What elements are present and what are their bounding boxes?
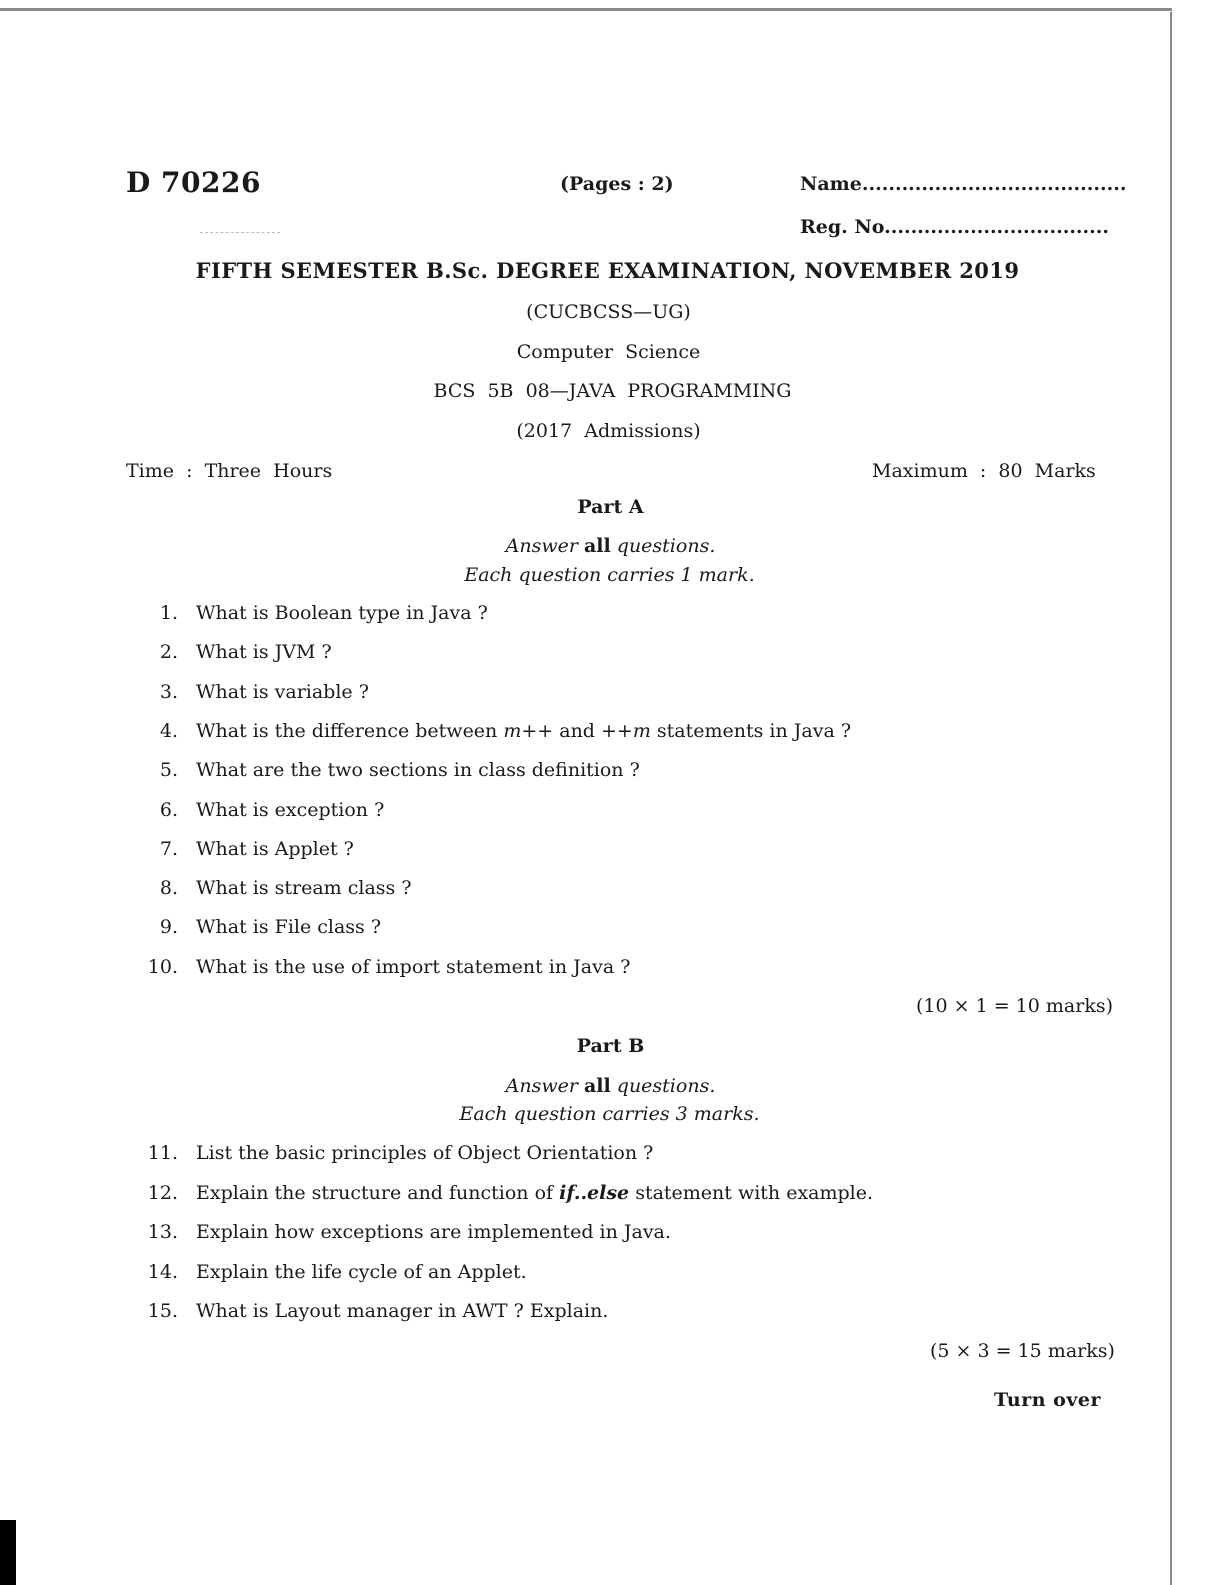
exam-title: FIFTH SEMESTER B.Sc. DEGREE EXAMINATION, NOVEMBER 2019: [195, 258, 1020, 283]
scheme: (CUCBCSS—UG): [526, 301, 691, 323]
question-text: What is stream class ?: [196, 877, 412, 899]
question-number: 11.: [147, 1142, 178, 1164]
question-text: What is File class ?: [196, 916, 382, 938]
question-number: 6.: [159, 799, 178, 821]
question-text: What is Boolean type in Java ?: [196, 602, 488, 624]
question-text: What is the use of import statement in Java ?: [196, 956, 631, 978]
question-text-mid: and: [553, 720, 602, 742]
part-a-carry: Each question carries 1 mark.: [464, 564, 755, 586]
question-text-post: statements in Java ?: [650, 720, 852, 742]
question-number: 8.: [159, 877, 178, 899]
time-allowed: Time : Three Hours: [126, 460, 333, 482]
maximum-marks: Maximum : 80 Marks: [872, 460, 1096, 482]
question-text: Explain the life cycle of an Applet.: [196, 1261, 527, 1283]
question-number: 10.: [147, 956, 178, 978]
scan-top-edge: [0, 8, 1225, 11]
question-text: List the basic principles of Object Orientation ?: [196, 1142, 654, 1164]
scan-left-bar: [0, 1520, 16, 1585]
question-number: 15.: [147, 1300, 178, 1322]
question-text: What is variable ?: [196, 681, 369, 703]
question-item: [0, 1221, 1225, 1247]
part-b-heading: Part B: [576, 1035, 645, 1057]
question-item: [0, 799, 1225, 825]
question-text: What is JVM ?: [196, 641, 332, 663]
name-field: [800, 173, 1126, 195]
question-text: [196, 720, 851, 742]
question-item: [0, 641, 1225, 667]
question-text: What are the two sections in class definition ?: [196, 759, 640, 781]
question-number: 5.: [159, 759, 178, 781]
math-increment-m: ++m: [601, 720, 651, 742]
page-count: (Pages : 2): [560, 173, 674, 195]
name-dots: ........................................: [861, 173, 1127, 195]
question-number: 7.: [159, 838, 178, 860]
name-label: Name: [800, 173, 862, 195]
part-a-heading: Part A: [577, 496, 644, 518]
question-number: 4.: [159, 720, 178, 742]
scan-right-margin: [1172, 0, 1225, 1585]
question-text-post: statement with example.: [629, 1182, 874, 1204]
question-text: What is exception ?: [196, 799, 385, 821]
part-b-marks: (5 × 3 = 15 marks): [930, 1340, 1115, 1362]
subject: Computer Science: [516, 341, 701, 363]
reg-no-field: [800, 216, 1109, 238]
question-text: Explain how exceptions are implemented in Java.: [196, 1221, 671, 1243]
question-number: 2.: [159, 641, 178, 663]
math-m-increment: m++: [503, 720, 554, 742]
question-item: [0, 681, 1225, 707]
question-text: What is Applet ?: [196, 838, 354, 860]
question-number: 9.: [159, 916, 178, 938]
scan-top-margin: [0, 0, 1225, 14]
question-item: [0, 956, 1225, 982]
part-b-carry: Each question carries 3 marks.: [459, 1103, 760, 1125]
part-b-instr-pre: Answer: [505, 1075, 578, 1097]
part-a-instruction: [0, 535, 1223, 557]
question-item: [0, 1261, 1225, 1287]
admissions: (2017 Admissions): [516, 420, 701, 442]
question-item: [0, 1300, 1225, 1326]
turn-over: Turn over: [994, 1389, 1101, 1411]
part-b-instr-post: questions.: [616, 1075, 716, 1097]
part-a-instr-pre: Answer: [505, 535, 578, 557]
question-item: [0, 1142, 1225, 1168]
part-b-instr-all: all: [583, 1075, 611, 1097]
paper-code: D 70226: [126, 166, 261, 199]
course: BCS 5B 08—JAVA PROGRAMMING: [433, 380, 792, 402]
question-item: [0, 602, 1225, 628]
question-item: [0, 1182, 1225, 1208]
question-item: [0, 720, 1225, 746]
question-number: 1.: [159, 602, 178, 624]
question-item: [0, 838, 1225, 864]
question-text-pre: Explain the structure and function of: [196, 1182, 560, 1204]
question-number: 3.: [159, 681, 178, 703]
reg-dots: ..................................: [884, 216, 1110, 238]
part-a-marks: (10 × 1 = 10 marks): [916, 995, 1113, 1017]
part-a-instr-all: all: [583, 535, 611, 557]
faint-stamp-mark: [200, 232, 280, 236]
question-text-pre: What is the difference between: [196, 720, 504, 742]
question-number: 13.: [147, 1221, 178, 1243]
part-a-instr-post: questions.: [616, 535, 716, 557]
question-number: 12.: [147, 1182, 178, 1204]
question-item: [0, 759, 1225, 785]
question-text: What is Layout manager in AWT ? Explain.: [196, 1300, 609, 1322]
part-b-instruction: [0, 1075, 1223, 1097]
if-else-keyword: if..else: [559, 1182, 630, 1204]
reg-label: Reg. No: [800, 216, 885, 238]
question-text: [196, 1182, 873, 1204]
question-number: 14.: [147, 1261, 178, 1283]
question-item: [0, 877, 1225, 903]
question-item: [0, 916, 1225, 942]
